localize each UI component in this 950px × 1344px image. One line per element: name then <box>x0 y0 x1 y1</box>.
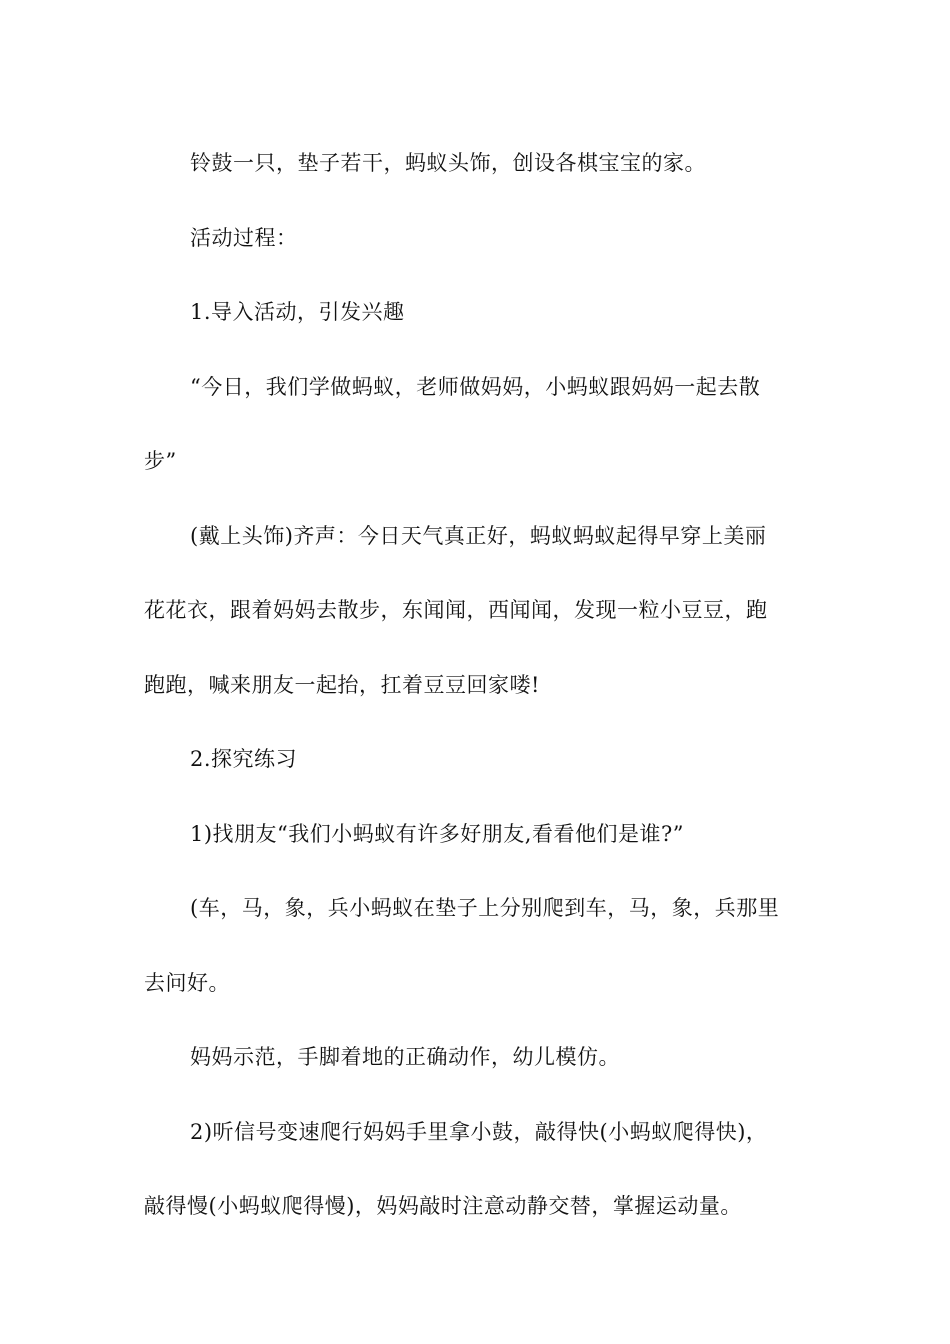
paragraph-line: (戴上头饰)齐声：今日天气真正好，蚂蚁蚂蚁起得早穿上美丽 <box>190 523 767 548</box>
paragraph-line: 花花衣，跟着妈妈去散步，东闻闻，西闻闻，发现一粒小豆豆，跑 <box>144 598 768 622</box>
paragraph-line: 步” <box>144 449 177 473</box>
step-2-heading: 2.探究练习 <box>190 747 298 771</box>
paragraph-line: (车，马，象，兵小蚂蚁在垫子上分别爬到车，马，象，兵那里 <box>190 896 780 920</box>
document-body <box>144 126 806 1244</box>
paragraph-line: “今日，我们学做蚂蚁，老师做妈妈，小蚂蚁跟妈妈一起去散 <box>190 374 761 399</box>
paragraph-line: 敲得慢(小蚂蚁爬得慢)，妈妈敲时注意动静交替，掌握运动量。 <box>144 1194 742 1218</box>
paragraph-line: 去问好。 <box>144 970 230 995</box>
paragraph-line: 1)找朋友“我们小蚂蚁有许多好朋友,看看他们是谁?” <box>190 821 684 846</box>
paragraph-line: 跑跑，喊来朋友一起抬，扛着豆豆回家喽! <box>144 672 540 697</box>
materials-line: 铃鼓一只，垫子若干，蚂蚁头饰，创设各棋宝宝的家。 <box>190 151 706 175</box>
process-heading: 活动过程： <box>190 225 298 250</box>
step-1-heading: 1.导入活动，引发兴趣 <box>190 300 405 324</box>
paragraph-line: 妈妈示范，手脚着地的正确动作，幼儿模仿。 <box>190 1045 620 1069</box>
paragraph-line: 2)听信号变速爬行妈妈手里拿小鼓，敲得快(小蚂蚁爬得快)， <box>190 1119 768 1144</box>
